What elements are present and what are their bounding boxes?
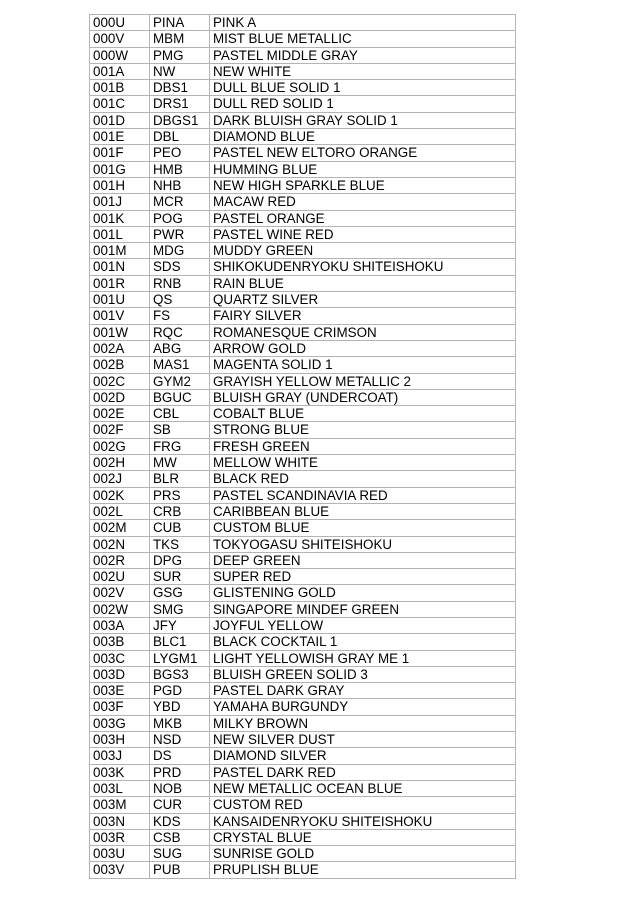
color-name-cell: MIST BLUE METALLIC <box>210 31 516 47</box>
color-name-cell: STRONG BLUE <box>210 422 516 438</box>
table-row <box>90 292 516 308</box>
table-row <box>90 829 516 845</box>
code-cell: 003C <box>90 650 150 666</box>
color-name-cell: CARIBBEAN BLUE <box>210 503 516 519</box>
table-row <box>90 569 516 585</box>
color-name-cell: NEW METALLIC OCEAN BLUE <box>210 780 516 796</box>
table-row <box>90 471 516 487</box>
code-cell: 002K <box>90 487 150 503</box>
table-row <box>90 634 516 650</box>
abbreviation-cell: NSD <box>150 732 210 748</box>
abbreviation-cell: TKS <box>150 536 210 552</box>
abbreviation-cell: CUR <box>150 797 210 813</box>
code-cell: 003R <box>90 829 150 845</box>
abbreviation-cell: BGUC <box>150 389 210 405</box>
table-row <box>90 601 516 617</box>
table-row <box>90 862 516 878</box>
table-row <box>90 732 516 748</box>
code-cell: 001G <box>90 161 150 177</box>
table-row <box>90 520 516 536</box>
code-cell: 001V <box>90 308 150 324</box>
color-code-sheet <box>89 14 515 879</box>
abbreviation-cell: PEO <box>150 145 210 161</box>
code-cell: 003A <box>90 617 150 633</box>
table-row <box>90 275 516 291</box>
color-name-cell: KANSAIDENRYOKU SHITEISHOKU <box>210 813 516 829</box>
table-row <box>90 813 516 829</box>
abbreviation-cell: CSB <box>150 829 210 845</box>
code-cell: 003G <box>90 715 150 731</box>
abbreviation-cell: SB <box>150 422 210 438</box>
color-name-cell: BLACK RED <box>210 471 516 487</box>
table-row <box>90 617 516 633</box>
table-row <box>90 177 516 193</box>
code-cell: 001B <box>90 80 150 96</box>
table-body <box>90 15 516 879</box>
abbreviation-cell: NOB <box>150 780 210 796</box>
color-name-cell: GLISTENING GOLD <box>210 585 516 601</box>
abbreviation-cell: BLC1 <box>150 634 210 650</box>
color-name-cell: GRAYISH YELLOW METALLIC 2 <box>210 373 516 389</box>
abbreviation-cell: GSG <box>150 585 210 601</box>
table-row <box>90 373 516 389</box>
table-row <box>90 324 516 340</box>
table-row <box>90 308 516 324</box>
abbreviation-cell: RQC <box>150 324 210 340</box>
table-row <box>90 780 516 796</box>
table-row <box>90 357 516 373</box>
color-name-cell: FRESH GREEN <box>210 438 516 454</box>
abbreviation-cell: MBM <box>150 31 210 47</box>
abbreviation-cell: KDS <box>150 813 210 829</box>
table-row <box>90 536 516 552</box>
color-name-cell: BLACK COCKTAIL 1 <box>210 634 516 650</box>
abbreviation-cell: PINA <box>150 15 210 31</box>
table-row <box>90 422 516 438</box>
code-cell: 002N <box>90 536 150 552</box>
table-row <box>90 406 516 422</box>
abbreviation-cell: HMB <box>150 161 210 177</box>
abbreviation-cell: MKB <box>150 715 210 731</box>
code-cell: 003F <box>90 699 150 715</box>
table-row <box>90 650 516 666</box>
color-name-cell: FAIRY SILVER <box>210 308 516 324</box>
code-cell: 002U <box>90 569 150 585</box>
color-name-cell: PASTEL MIDDLE GRAY <box>210 47 516 63</box>
color-name-cell: BLUISH GRAY (UNDERCOAT) <box>210 389 516 405</box>
abbreviation-cell: ABG <box>150 340 210 356</box>
table-row <box>90 552 516 568</box>
abbreviation-cell: SUR <box>150 569 210 585</box>
table-row <box>90 112 516 128</box>
table-row <box>90 194 516 210</box>
code-cell: 001W <box>90 324 150 340</box>
code-cell: 002J <box>90 471 150 487</box>
code-cell: 001C <box>90 96 150 112</box>
table-row <box>90 47 516 63</box>
code-cell: 000V <box>90 31 150 47</box>
color-name-cell: NEW HIGH SPARKLE BLUE <box>210 177 516 193</box>
table-row <box>90 846 516 862</box>
abbreviation-cell: PUB <box>150 862 210 878</box>
abbreviation-cell: DBGS1 <box>150 112 210 128</box>
color-name-cell: TOKYOGASU SHITEISHOKU <box>210 536 516 552</box>
table-row <box>90 210 516 226</box>
color-name-cell: QUARTZ SILVER <box>210 292 516 308</box>
table-row <box>90 748 516 764</box>
abbreviation-cell: PWR <box>150 226 210 242</box>
abbreviation-cell: PGD <box>150 683 210 699</box>
table-row <box>90 243 516 259</box>
color-name-cell: BLUISH GREEN SOLID 3 <box>210 666 516 682</box>
color-name-cell: CRYSTAL BLUE <box>210 829 516 845</box>
abbreviation-cell: DBL <box>150 129 210 145</box>
abbreviation-cell: NHB <box>150 177 210 193</box>
abbreviation-cell: GYM2 <box>150 373 210 389</box>
table-row <box>90 438 516 454</box>
code-cell: 000U <box>90 15 150 31</box>
color-name-cell: SUPER RED <box>210 569 516 585</box>
color-name-cell: DIAMOND BLUE <box>210 129 516 145</box>
abbreviation-cell: SDS <box>150 259 210 275</box>
color-name-cell: SUNRISE GOLD <box>210 846 516 862</box>
abbreviation-cell: CBL <box>150 406 210 422</box>
color-name-cell: MUDDY GREEN <box>210 243 516 259</box>
code-cell: 001M <box>90 243 150 259</box>
table-row <box>90 31 516 47</box>
table-row <box>90 161 516 177</box>
abbreviation-cell: JFY <box>150 617 210 633</box>
code-cell: 002L <box>90 503 150 519</box>
table-row <box>90 715 516 731</box>
code-cell: 001N <box>90 259 150 275</box>
color-name-cell: YAMAHA BURGUNDY <box>210 699 516 715</box>
color-name-cell: MAGENTA SOLID 1 <box>210 357 516 373</box>
code-cell: 003D <box>90 666 150 682</box>
abbreviation-cell: DBS1 <box>150 80 210 96</box>
abbreviation-cell: CUB <box>150 520 210 536</box>
code-cell: 001K <box>90 210 150 226</box>
table-row <box>90 666 516 682</box>
abbreviation-cell: MW <box>150 455 210 471</box>
code-cell: 002B <box>90 357 150 373</box>
code-cell: 001L <box>90 226 150 242</box>
color-name-cell: PASTEL DARK RED <box>210 764 516 780</box>
table-row <box>90 455 516 471</box>
color-name-cell: PINK A <box>210 15 516 31</box>
color-name-cell: NEW SILVER DUST <box>210 732 516 748</box>
color-name-cell: SINGAPORE MINDEF GREEN <box>210 601 516 617</box>
color-name-cell: SHIKOKUDENRYOKU SHITEISHOKU <box>210 259 516 275</box>
color-name-cell: LIGHT YELLOWISH GRAY ME 1 <box>210 650 516 666</box>
color-name-cell: PASTEL WINE RED <box>210 226 516 242</box>
code-cell: 001U <box>90 292 150 308</box>
table-row <box>90 259 516 275</box>
code-cell: 002C <box>90 373 150 389</box>
table-row <box>90 503 516 519</box>
abbreviation-cell: DRS1 <box>150 96 210 112</box>
abbreviation-cell: CRB <box>150 503 210 519</box>
table-row <box>90 63 516 79</box>
abbreviation-cell: PRD <box>150 764 210 780</box>
table-row <box>90 145 516 161</box>
code-cell: 002M <box>90 520 150 536</box>
abbreviation-cell: PRS <box>150 487 210 503</box>
code-cell: 002G <box>90 438 150 454</box>
color-name-cell: DIAMOND SILVER <box>210 748 516 764</box>
color-name-cell: MILKY BROWN <box>210 715 516 731</box>
color-name-cell: DULL BLUE SOLID 1 <box>210 80 516 96</box>
code-cell: 003U <box>90 846 150 862</box>
color-name-cell: DEEP GREEN <box>210 552 516 568</box>
color-name-cell: PASTEL ORANGE <box>210 210 516 226</box>
abbreviation-cell: MAS1 <box>150 357 210 373</box>
abbreviation-cell: NW <box>150 63 210 79</box>
code-cell: 001J <box>90 194 150 210</box>
code-cell: 003B <box>90 634 150 650</box>
abbreviation-cell: BLR <box>150 471 210 487</box>
code-cell: 003E <box>90 683 150 699</box>
table-row <box>90 96 516 112</box>
abbreviation-cell: SMG <box>150 601 210 617</box>
code-cell: 003H <box>90 732 150 748</box>
color-name-cell: MACAW RED <box>210 194 516 210</box>
abbreviation-cell: SUG <box>150 846 210 862</box>
table-row <box>90 389 516 405</box>
table-row <box>90 683 516 699</box>
table-row <box>90 80 516 96</box>
color-name-cell: DARK BLUISH GRAY SOLID 1 <box>210 112 516 128</box>
table-row <box>90 797 516 813</box>
code-cell: 003L <box>90 780 150 796</box>
code-cell: 001F <box>90 145 150 161</box>
code-cell: 001E <box>90 129 150 145</box>
color-name-cell: ARROW GOLD <box>210 340 516 356</box>
abbreviation-cell: MDG <box>150 243 210 259</box>
table-row <box>90 699 516 715</box>
code-cell: 003V <box>90 862 150 878</box>
abbreviation-cell: BGS3 <box>150 666 210 682</box>
color-name-cell: ROMANESQUE CRIMSON <box>210 324 516 340</box>
code-cell: 002E <box>90 406 150 422</box>
code-cell: 001A <box>90 63 150 79</box>
abbreviation-cell: PMG <box>150 47 210 63</box>
table-row <box>90 764 516 780</box>
color-name-cell: PASTEL SCANDINAVIA RED <box>210 487 516 503</box>
table-row <box>90 226 516 242</box>
color-name-cell: PRUPLISH BLUE <box>210 862 516 878</box>
abbreviation-cell: DPG <box>150 552 210 568</box>
color-code-table <box>89 14 516 879</box>
abbreviation-cell: LYGM1 <box>150 650 210 666</box>
code-cell: 002V <box>90 585 150 601</box>
color-name-cell: DULL RED SOLID 1 <box>210 96 516 112</box>
code-cell: 003J <box>90 748 150 764</box>
abbreviation-cell: YBD <box>150 699 210 715</box>
color-name-cell: CUSTOM BLUE <box>210 520 516 536</box>
code-cell: 000W <box>90 47 150 63</box>
code-cell: 001D <box>90 112 150 128</box>
code-cell: 003N <box>90 813 150 829</box>
code-cell: 002W <box>90 601 150 617</box>
color-name-cell: JOYFUL YELLOW <box>210 617 516 633</box>
color-name-cell: PASTEL NEW ELTORO ORANGE <box>210 145 516 161</box>
color-name-cell: PASTEL DARK GRAY <box>210 683 516 699</box>
color-name-cell: NEW WHITE <box>210 63 516 79</box>
abbreviation-cell: QS <box>150 292 210 308</box>
table-row <box>90 340 516 356</box>
table-row <box>90 129 516 145</box>
color-name-cell: RAIN BLUE <box>210 275 516 291</box>
code-cell: 002F <box>90 422 150 438</box>
abbreviation-cell: MCR <box>150 194 210 210</box>
table-row <box>90 585 516 601</box>
code-cell: 002D <box>90 389 150 405</box>
code-cell: 003K <box>90 764 150 780</box>
abbreviation-cell: POG <box>150 210 210 226</box>
code-cell: 001H <box>90 177 150 193</box>
color-name-cell: CUSTOM RED <box>210 797 516 813</box>
abbreviation-cell: DS <box>150 748 210 764</box>
code-cell: 002H <box>90 455 150 471</box>
table-row <box>90 487 516 503</box>
color-name-cell: COBALT BLUE <box>210 406 516 422</box>
code-cell: 002A <box>90 340 150 356</box>
abbreviation-cell: FRG <box>150 438 210 454</box>
color-name-cell: HUMMING BLUE <box>210 161 516 177</box>
table-row <box>90 15 516 31</box>
code-cell: 002R <box>90 552 150 568</box>
code-cell: 003M <box>90 797 150 813</box>
code-cell: 001R <box>90 275 150 291</box>
abbreviation-cell: FS <box>150 308 210 324</box>
color-name-cell: MELLOW WHITE <box>210 455 516 471</box>
abbreviation-cell: RNB <box>150 275 210 291</box>
